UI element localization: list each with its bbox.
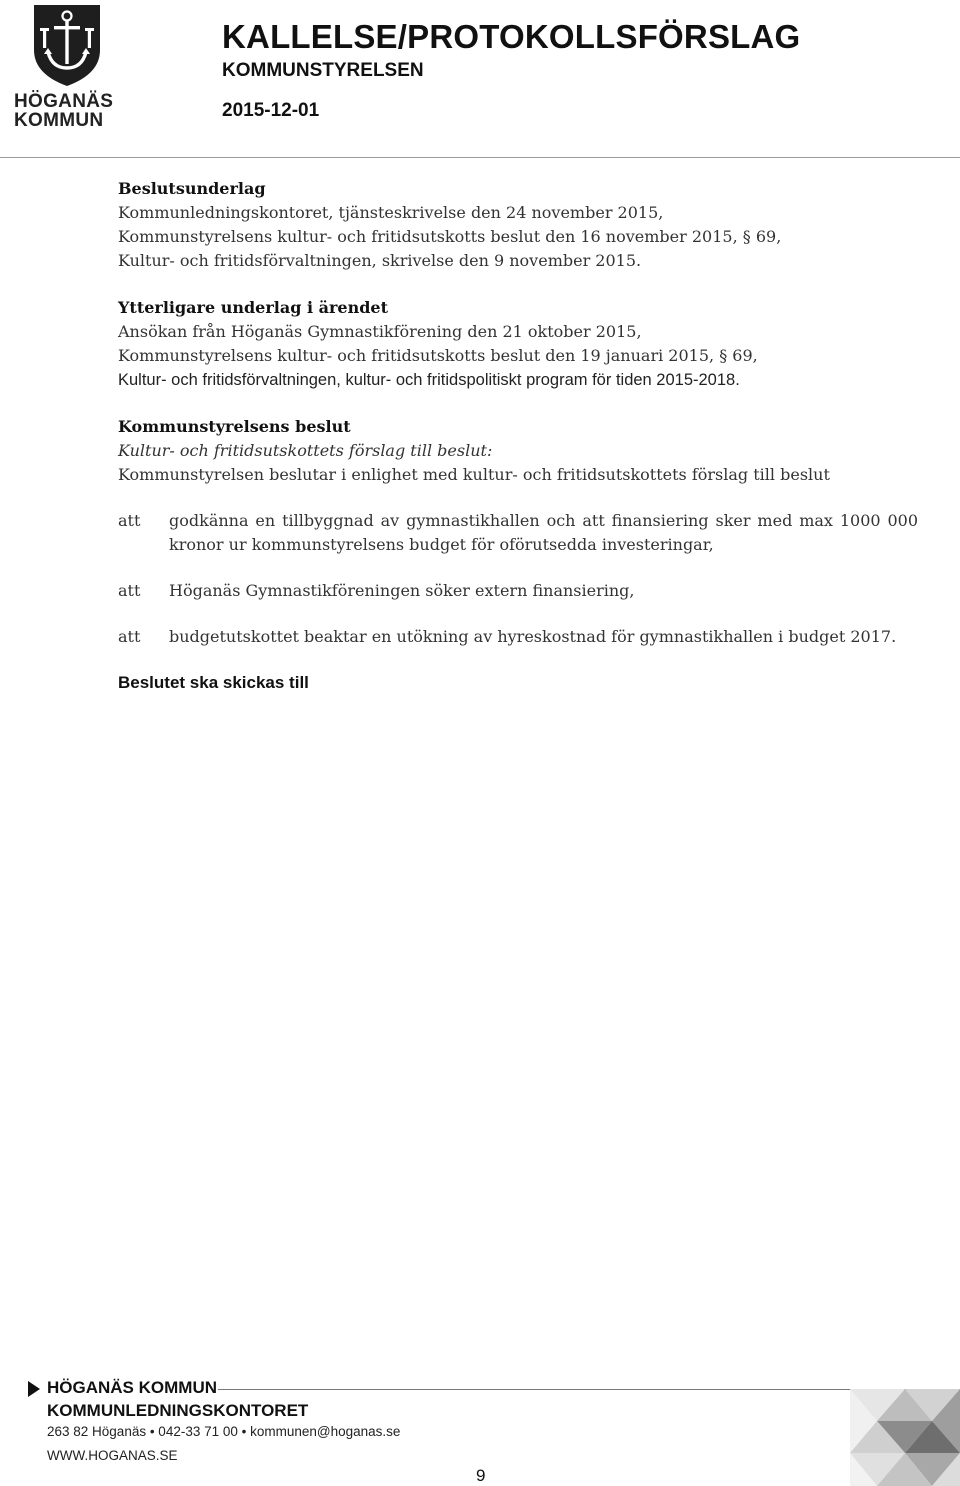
beslutsunderlag-line: Kommunstyrelsens kultur- och fritidsutskotts beslut den 16 november 2015, § 69, xyxy=(118,227,782,246)
beslutsunderlag-line: Kultur- och fritidsförvaltningen, skrivelse den 9 november 2015. xyxy=(118,251,642,270)
footer-organization: HÖGANÄS KOMMUN xyxy=(47,1378,217,1397)
section-heading-skickas: Beslutet ska skickas till xyxy=(118,673,309,692)
footer-department: KOMMUNLEDNINGSKONTORET xyxy=(47,1401,309,1420)
att-clause xyxy=(118,509,918,557)
page-number: 9 xyxy=(476,1466,486,1485)
att-clause xyxy=(118,579,918,603)
footer-divider xyxy=(218,1389,960,1390)
att-text: Höganäs Gymnastikföreningen söker extern finansiering, xyxy=(169,581,635,600)
logo-text: HÖGANÄS KOMMUN xyxy=(14,91,114,131)
document-body xyxy=(118,177,918,695)
att-label: att xyxy=(118,511,141,530)
section-heading-ytterligare: Ytterligare underlag i ärendet xyxy=(118,298,388,317)
anchor-shield-icon xyxy=(30,2,104,88)
att-label: att xyxy=(118,581,141,600)
att-clause xyxy=(118,625,918,649)
decision-intro: Kommunstyrelsen beslutar i enlighet med kultur- och fritidsutskottets förslag till beslut xyxy=(118,465,830,484)
footer-website: WWW.HOGANAS.SE xyxy=(47,1448,178,1463)
proposal-caption: Kultur- och fritidsutskottets förslag till beslut: xyxy=(118,441,493,460)
document-subtitle: KOMMUNSTYRELSEN xyxy=(222,60,424,81)
section-heading-beslutsunderlag: Beslutsunderlag xyxy=(118,179,266,198)
document-title: KALLELSE/PROTOKOLLSFÖRSLAG xyxy=(222,18,801,55)
footer-contact: 263 82 Höganäs • 042-33 71 00 • kommunen@hoganas.se xyxy=(47,1424,401,1439)
header-divider xyxy=(0,157,960,158)
att-text: godkänna en tillbyggnad av gymnastikhallen och att finansiering sker med max 1000 000 kronor ur kommunstyrelsens budget för oförutsedda investeringar, xyxy=(169,511,918,554)
ytterligare-line: Kultur- och fritidsförvaltningen, kultur- och fritidspolitiskt program för tiden 2015-2018. xyxy=(118,371,740,389)
ytterligare-line: Kommunstyrelsens kultur- och fritidsutskotts beslut den 19 januari 2015, § 69, xyxy=(118,346,758,365)
section-heading-beslut: Kommunstyrelsens beslut xyxy=(118,417,351,436)
att-label: att xyxy=(118,627,141,646)
triangle-pattern-decoration xyxy=(850,1389,960,1486)
ytterligare-line: Ansökan från Höganäs Gymnastikförening den 21 oktober 2015, xyxy=(118,322,642,341)
arrow-right-icon xyxy=(26,1380,42,1398)
hoganas-logo xyxy=(14,2,114,130)
att-text: budgetutskottet beaktar en utökning av hyreskostnad för gymnastikhallen i budget 2017. xyxy=(169,627,897,646)
beslutsunderlag-line: Kommunledningskontoret, tjänsteskrivelse den 24 november 2015, xyxy=(118,203,664,222)
document-date: 2015-12-01 xyxy=(222,100,320,121)
